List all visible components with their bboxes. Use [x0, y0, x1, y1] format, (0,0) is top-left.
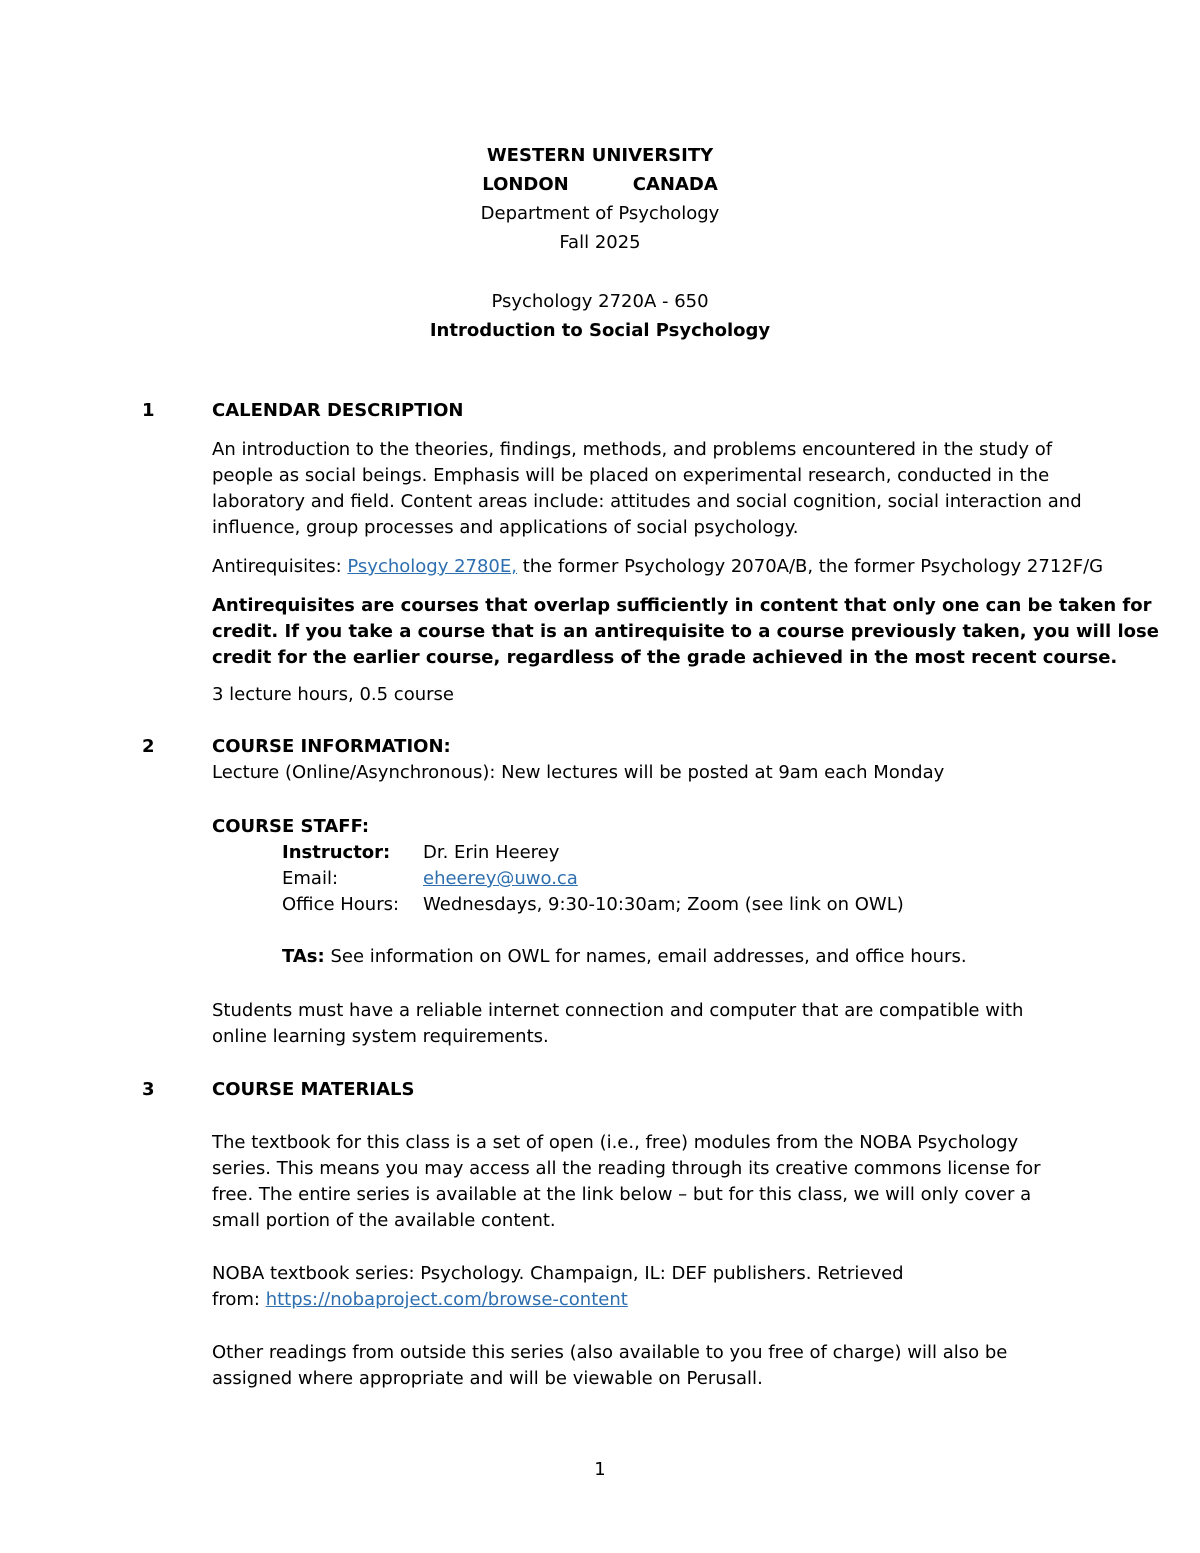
textbook-line: series. This means you may access all the reading through its creative commons license for [212, 1158, 1041, 1179]
description-line: influence, group processes and applications of social psychology. [212, 517, 799, 538]
noba-from: from: [212, 1289, 266, 1310]
other-readings-line: assigned where appropriate and will be viewable on Perusall. [212, 1368, 763, 1389]
section-heading-materials: COURSE MATERIALS [212, 1079, 415, 1100]
textbook-line: free. The entire series is available at the link below – but for this class, we will only cover a [212, 1184, 1032, 1205]
tas-line [282, 944, 967, 970]
antireq-rest: the former Psychology 2070A/B, the former Psychology 2712F/G [516, 556, 1104, 577]
office-hours-label: Office Hours: [282, 894, 400, 915]
antireq-note-line: credit. If you take a course that is an antirequisite to a course previously taken, you will lose [212, 621, 1159, 642]
noba-link-line [212, 1287, 628, 1313]
textbook-line: small portion of the available content. [212, 1210, 556, 1231]
section-number-3: 3 [142, 1079, 155, 1100]
section-number-1: 1 [142, 400, 155, 421]
section-heading-course-info: COURSE INFORMATION: [212, 736, 451, 757]
section-heading-calendar: CALENDAR DESCRIPTION [212, 400, 464, 421]
instructor-email-link[interactable]: eheerey@uwo.ca [423, 868, 578, 889]
term: Fall 2025 [559, 232, 641, 253]
noba-browse-link[interactable]: https://nobaproject.com/browse-content [265, 1289, 628, 1310]
requirements-line: online learning system requirements. [212, 1026, 549, 1047]
tas-text: See information on OWL for names, email addresses, and office hours. [324, 946, 967, 967]
email-value [423, 866, 578, 892]
university-name: WESTERN UNIVERSITY [486, 145, 714, 166]
antireq-note-line: credit for the earlier course, regardless of the grade achieved in the most recent course. [212, 647, 1118, 668]
antirequisites-line [212, 554, 1103, 580]
description-line: laboratory and field. Content areas include: attitudes and social cognition, social interaction and [212, 491, 1082, 512]
course-staff-heading: COURSE STAFF: [212, 816, 370, 837]
description-line: people as social beings. Emphasis will be placed on experimental research, conducted in the [212, 465, 1050, 486]
requirements-line: Students must have a reliable internet connection and computer that are compatible with [212, 1000, 1024, 1021]
antireq-note-line: Antirequisites are courses that overlap sufficiently in content that only one can be taken for [212, 595, 1152, 616]
antireq-course-link[interactable]: Psychology 2780E, [347, 556, 517, 577]
antireq-prefix: Antirequisites: [212, 556, 348, 577]
office-hours-value: Wednesdays, 9:30-10:30am; Zoom (see link on OWL) [423, 894, 904, 915]
instructor-name: Dr. Erin Heerey [423, 842, 560, 863]
email-label: Email: [282, 868, 339, 889]
description-line: An introduction to the theories, findings, methods, and problems encountered in the study of [212, 439, 1053, 460]
lecture-hours: 3 lecture hours, 0.5 course [212, 684, 454, 705]
course-title: Introduction to Social Psychology [429, 320, 771, 341]
tas-label: TAs: [282, 946, 325, 967]
section-number-2: 2 [142, 736, 155, 757]
location-line [0, 171, 1200, 199]
course-code: Psychology 2720A - 650 [491, 291, 709, 312]
textbook-line: The textbook for this class is a set of open (i.e., free) modules from the NOBA Psychology [212, 1132, 1019, 1153]
noba-citation: NOBA textbook series: Psychology. Champaign, IL: DEF publishers. Retrieved [212, 1263, 904, 1284]
country: CANADA [632, 174, 718, 195]
lecture-info: Lecture (Online/Asynchronous): New lectures will be posted at 9am each Monday [212, 762, 945, 783]
instructor-label: Instructor: [282, 842, 391, 863]
city: LONDON [482, 174, 569, 195]
page-number: 1 [594, 1459, 606, 1480]
other-readings-line: Other readings from outside this series (also available to you free of charge) will also be [212, 1342, 1008, 1363]
department: Department of Psychology [480, 203, 720, 224]
